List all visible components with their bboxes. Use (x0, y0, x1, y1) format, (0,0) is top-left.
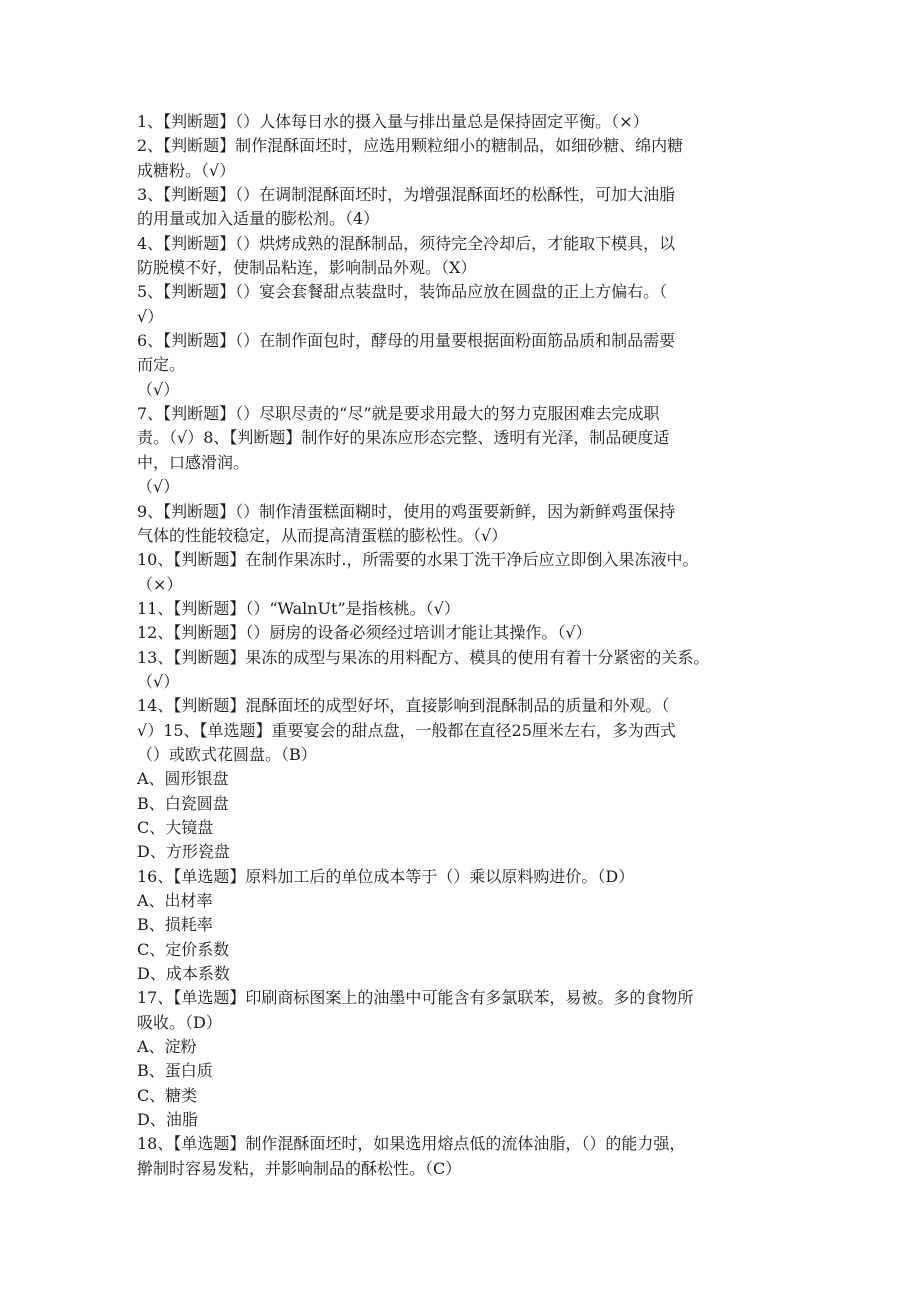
question-list (137, 110, 797, 1181)
text-line: √） (137, 306, 164, 326)
text-line: √）15、【单选题】重要宴会的甜点盘，一般都在直径25厘米左右，多为西式 (137, 720, 676, 740)
text-line: 吸收。（D） (137, 1012, 222, 1032)
answer-option: B、蛋白质 (137, 1061, 213, 1081)
text-line: 3、【判断题】（）在调制混酥面坯时，为增强混酥面坯的松酥性，可加大油脂 (137, 185, 676, 205)
text-line: 11、【判断题】（）“WalnUt”是指核桃。（√） (137, 598, 460, 618)
text-line: 5、【判断题】（）宴会套餐甜点装盘时，装饰品应放在圆盘的正上方偏右。（ (137, 282, 668, 302)
text-line: 16、【单选题】原料加工后的单位成本等于（）乘以原料购进价。（D） (137, 866, 635, 886)
answer-option: D、方形瓷盘 (137, 842, 230, 862)
text-line: 9、【判断题】（）制作清蛋糕面糊时，使用的鸡蛋要新鲜，因为新鲜鸡蛋保持 (137, 501, 676, 521)
text-line: 防脱模不好，使制品粘连，影响制品外观。（X） (137, 258, 477, 278)
text-line: （×） (137, 574, 183, 594)
text-line: 4、【判断题】（）烘烤成熟的混酥制品，须待完全冷却后，才能取下模具，以 (137, 233, 676, 253)
text-line: 12、【判断题】（）厨房的设备必须经过培训才能让其操作。（√） (137, 623, 592, 643)
text-line: 中，口感滑润。 (137, 452, 250, 472)
text-line: 成糖粉。（√） (137, 160, 236, 180)
answer-option: D、成本系数 (137, 964, 230, 984)
answer-option: A、圆形银盘 (137, 769, 229, 789)
answer-option: A、出材率 (137, 891, 213, 910)
answer-option: C、大镜盘 (137, 817, 214, 837)
text-line: （√） (137, 671, 180, 691)
answer-option: B、损耗率 (137, 915, 213, 935)
text-line: 13、【判断题】果冻的成型与果冻的用料配方、模具的使用有着十分紧密的关系。 (137, 647, 710, 667)
text-line: 的用量或加入适量的膨松剂。（4） (137, 209, 380, 229)
answer-option: A、淀粉 (137, 1037, 197, 1057)
text-line: （）或欧式花圆盘。（B） (137, 744, 317, 764)
text-line: 7、【判断题】（）尽职尽责的“尽”就是要求用最大的努力克服困难去完成职 (137, 404, 660, 424)
text-line: 而定。 (137, 355, 186, 375)
text-line: 18、【单选题】制作混酥面坯时，如果选用熔点低的流体油脂，（）的能力强， (137, 1134, 686, 1154)
text-line: 17、【单选题】印刷商标图案上的油墨中可能含有多氯联苯，易被。多的食物所 (137, 988, 694, 1008)
text-line: 14、【判断题】混酥面坯的成型好坏，直接影响到混酥制品的质量和外观。（ (137, 696, 670, 716)
answer-option: B、白瓷圆盘 (137, 793, 229, 813)
text-line: 责。（√）8、【判断题】制作好的果冻应形态完整、透明有光泽，制品硬度适 (137, 428, 670, 448)
answer-option: D、油脂 (137, 1110, 198, 1130)
text-line: （√） (137, 379, 180, 399)
answer-option: C、糖类 (137, 1085, 198, 1105)
text-line: 10、【判断题】在制作果冻时.，所需要的水果丁洗干净后应立即倒入果冻液中。 (137, 550, 699, 570)
text-line: 6、【判断题】（）在制作面包时，酵母的用量要根据面粉面筋品质和制品需要 (137, 331, 676, 351)
text-line: （√） (137, 477, 180, 497)
answer-option: C、定价系数 (137, 939, 230, 959)
text-line: 1、【判断题】（）人体每日水的摄入量与排出量总是保持固定平衡。（×） (137, 112, 649, 131)
text-line: 2、【判断题】制作混酥面坯时，应选用颗粒细小的糖制品，如细砂糖、绵内糖 (137, 136, 684, 156)
text-line: 气体的性能较稳定，从而提高清蛋糕的膨松性。（√） (137, 525, 508, 545)
text-line: 擀制时容易发粘，并影响制品的酥松性。（C） (137, 1158, 462, 1178)
